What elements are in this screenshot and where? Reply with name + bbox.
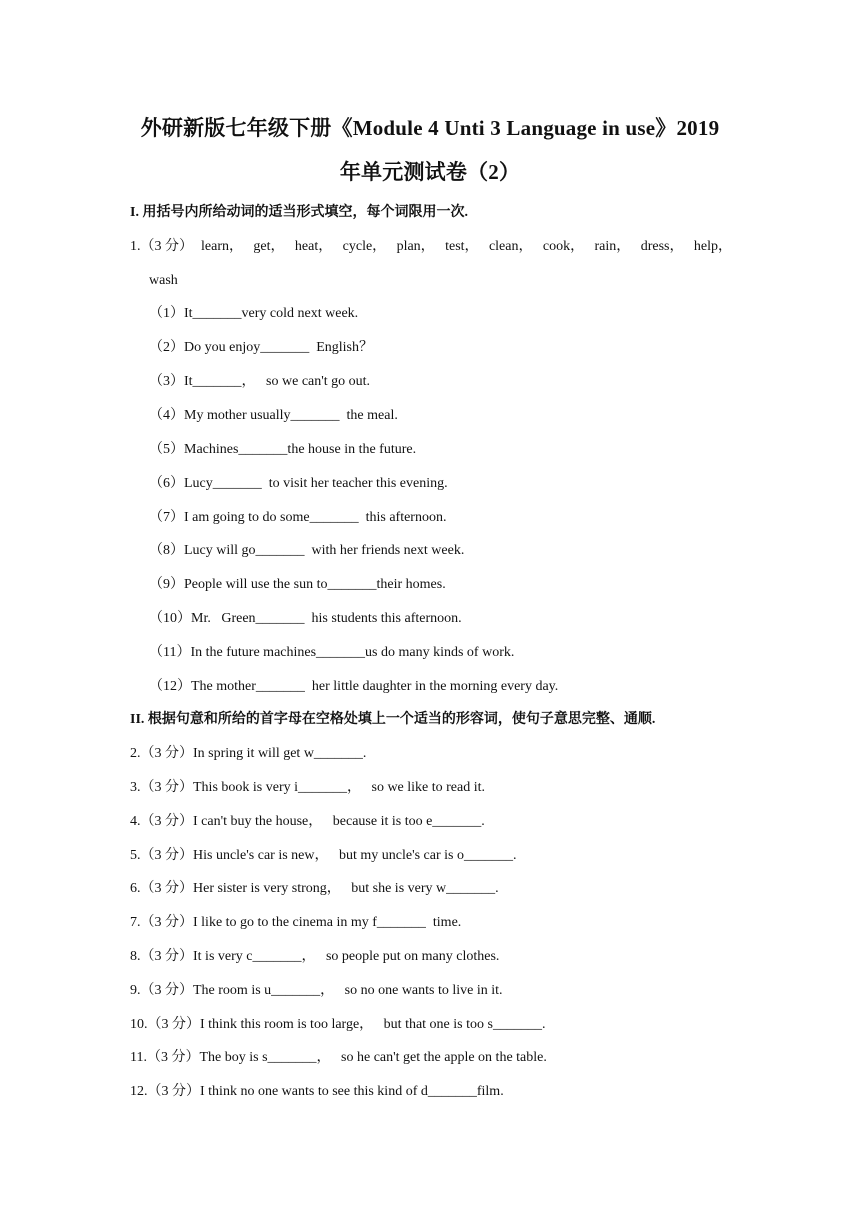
question-1-item: （3）It_______， so we can't go out.	[149, 374, 371, 389]
question-1-item: （11）In the future machines_______us do many kinds of work.	[149, 645, 515, 660]
question-1-word-list	[201, 237, 732, 257]
word-option: cook，	[542, 239, 585, 254]
section-1-heading: I. 用括号内所给动词的适当形式填空，每个词限用一次.	[130, 205, 468, 220]
question-item: 8.（3 分）It is very c_______， so people put on many clothes.	[130, 949, 500, 964]
question-item: 9.（3 分）The room is u_______， so no one wants to live in it.	[130, 983, 503, 998]
word-option-last: wash	[149, 273, 178, 288]
question-1-item: （10）Mr. Green_______ his students this afternoon.	[149, 611, 462, 626]
question-1-item: （6）Lucy_______ to visit her teacher this evening.	[149, 476, 448, 491]
word-option: learn，	[201, 239, 243, 254]
question-1-item: （8）Lucy will go_______ with her friends next week.	[149, 543, 465, 558]
word-option: help，	[693, 239, 732, 254]
page-title-line-2: 年单元测试卷（2）	[339, 160, 521, 184]
question-1-prefix: 1.（3 分）	[130, 239, 193, 254]
question-item: 11.（3 分）The boy is s_______， so he can't get the apple on the table.	[130, 1050, 547, 1065]
word-option: get，	[253, 239, 285, 254]
word-option: cycle，	[342, 239, 387, 254]
word-option: heat，	[294, 239, 333, 254]
question-1-item: （5）Machines_______the house in the future.	[149, 442, 417, 457]
question-1-item: （2）Do you enjoy_______ English？	[149, 340, 373, 355]
word-option: test，	[445, 239, 479, 254]
page-title-line-1: 外研新版七年级下册《Module 4 Unti 3 Language in use》2019	[140, 116, 720, 140]
section-2-heading: II. 根据句意和所给的首字母在空格处填上一个适当的形容词，使句子意思完整、通顺.	[130, 712, 656, 727]
question-item: 6.（3 分）Her sister is very strong， but she is very w_______.	[130, 881, 499, 896]
question-1-item: （12）The mother_______ her little daughter in the morning every day.	[149, 679, 559, 694]
question-item: 4.（3 分）I can't buy the house， because it is too e_______.	[130, 814, 485, 829]
question-item: 2.（3 分）In spring it will get w_______.	[130, 746, 367, 761]
question-item: 10.（3 分）I think this room is too large， but that one is too s_______.	[130, 1017, 546, 1032]
question-item: 5.（3 分）His uncle's car is new， but my uncle's car is o_______.	[130, 848, 517, 863]
question-1-item: （1）It_______very cold next week.	[149, 306, 359, 321]
question-1-item: （4）My mother usually_______ the meal.	[149, 408, 398, 423]
word-option: clean，	[488, 239, 533, 254]
question-item: 12.（3 分）I think no one wants to see this kind of d_______film.	[130, 1084, 504, 1099]
word-option: rain，	[594, 239, 631, 254]
question-1-item: （9）People will use the sun to_______their homes.	[149, 577, 446, 592]
question-item: 7.（3 分）I like to go to the cinema in my f_______ time.	[130, 915, 462, 930]
question-1-item: （7）I am going to do some_______ this afternoon.	[149, 510, 447, 525]
question-item: 3.（3 分）This book is very i_______， so we like to read it.	[130, 780, 486, 795]
word-option: dress，	[640, 239, 684, 254]
word-option: plan，	[396, 239, 435, 254]
